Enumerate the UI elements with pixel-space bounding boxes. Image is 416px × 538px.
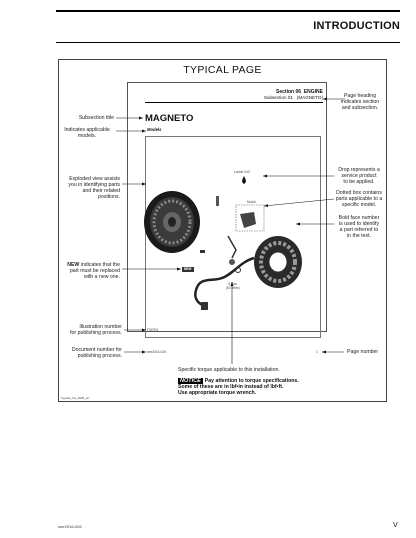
- callout-torque: 6 N•m (53 lbf•in): [226, 282, 240, 290]
- notice-block: [178, 378, 348, 397]
- sample-page-number: 1: [316, 350, 318, 354]
- sample-models: Models: [147, 127, 162, 132]
- annotation-subsection-title: Subsection title: [78, 115, 114, 121]
- key: [200, 250, 205, 253]
- sample-subsection-title: MAGNETO: [145, 113, 194, 124]
- notice-line-2: Some of these are in lbf•in instead of lbf•ft.: [178, 384, 284, 391]
- sample-illustration-number: F01R01: [147, 328, 159, 332]
- annotation-torque: Specific torque applicable to this installation.: [178, 367, 280, 373]
- drop-marker: [242, 176, 246, 184]
- figure-id: Typical_1st_0005_en: [61, 396, 90, 400]
- annotation-bold-face: Bold face number is used to identify a part referred to in the text.: [338, 215, 380, 239]
- sample-document-number: smr2016-025: [147, 350, 166, 354]
- bolt: [216, 196, 219, 206]
- sample-subsection-name: (MAGNETO): [296, 95, 323, 100]
- sample-section-name: ENGINE: [303, 89, 323, 95]
- footer-doc-code: smr2016-026: [58, 524, 82, 529]
- trigger-coil: [240, 212, 256, 228]
- page-header-title: INTRODUCTION: [313, 20, 400, 32]
- annotation-new-keyword: NEW: [67, 262, 80, 268]
- notice-line-3: Use appropriate torque wrench.: [178, 390, 257, 397]
- annotation-exploded-view: Exploded view assists you in identifying parts and their related positions.: [68, 176, 120, 200]
- annotation-applicable-models: Indicates applicable models.: [64, 127, 110, 139]
- callout-loctite: Loctite 243: [234, 170, 250, 174]
- annotation-dotted-box: Dotted box contains parts applicable to a specific model.: [335, 190, 383, 208]
- notice-badge: NOTICE: [180, 378, 201, 384]
- annotation-drop: Drop represents a service product to be applied.: [338, 167, 380, 185]
- annotation-page-heading: Page heading indicates section and subsection.: [340, 93, 380, 111]
- footer-page-number: V: [393, 522, 398, 529]
- annotation-document-number: Document number for publishing process.: [71, 347, 122, 359]
- annotation-new-text: indicates that the part must be replaced with a new one.: [69, 262, 120, 280]
- annotation-illustration-number: Illustration number for publishing process.: [70, 324, 122, 336]
- notice-line-1: Pay attention to torque specifications.: [204, 378, 299, 384]
- annotation-page-number: Page number: [347, 349, 379, 355]
- flywheel-part: [144, 191, 200, 253]
- stator-part: [254, 236, 302, 288]
- callout-model: Model: [247, 200, 256, 204]
- wire-harness: [195, 258, 254, 306]
- sample-subsection: Subsection 01: [263, 95, 293, 100]
- callout-new: NEW: [184, 267, 192, 271]
- connector: [201, 302, 208, 310]
- sample-section: Section 06: [276, 89, 302, 95]
- nut: [229, 259, 235, 265]
- cable-clip: [228, 236, 236, 258]
- figure-title: TYPICAL PAGE: [183, 64, 262, 76]
- annotation-new: [58, 262, 120, 280]
